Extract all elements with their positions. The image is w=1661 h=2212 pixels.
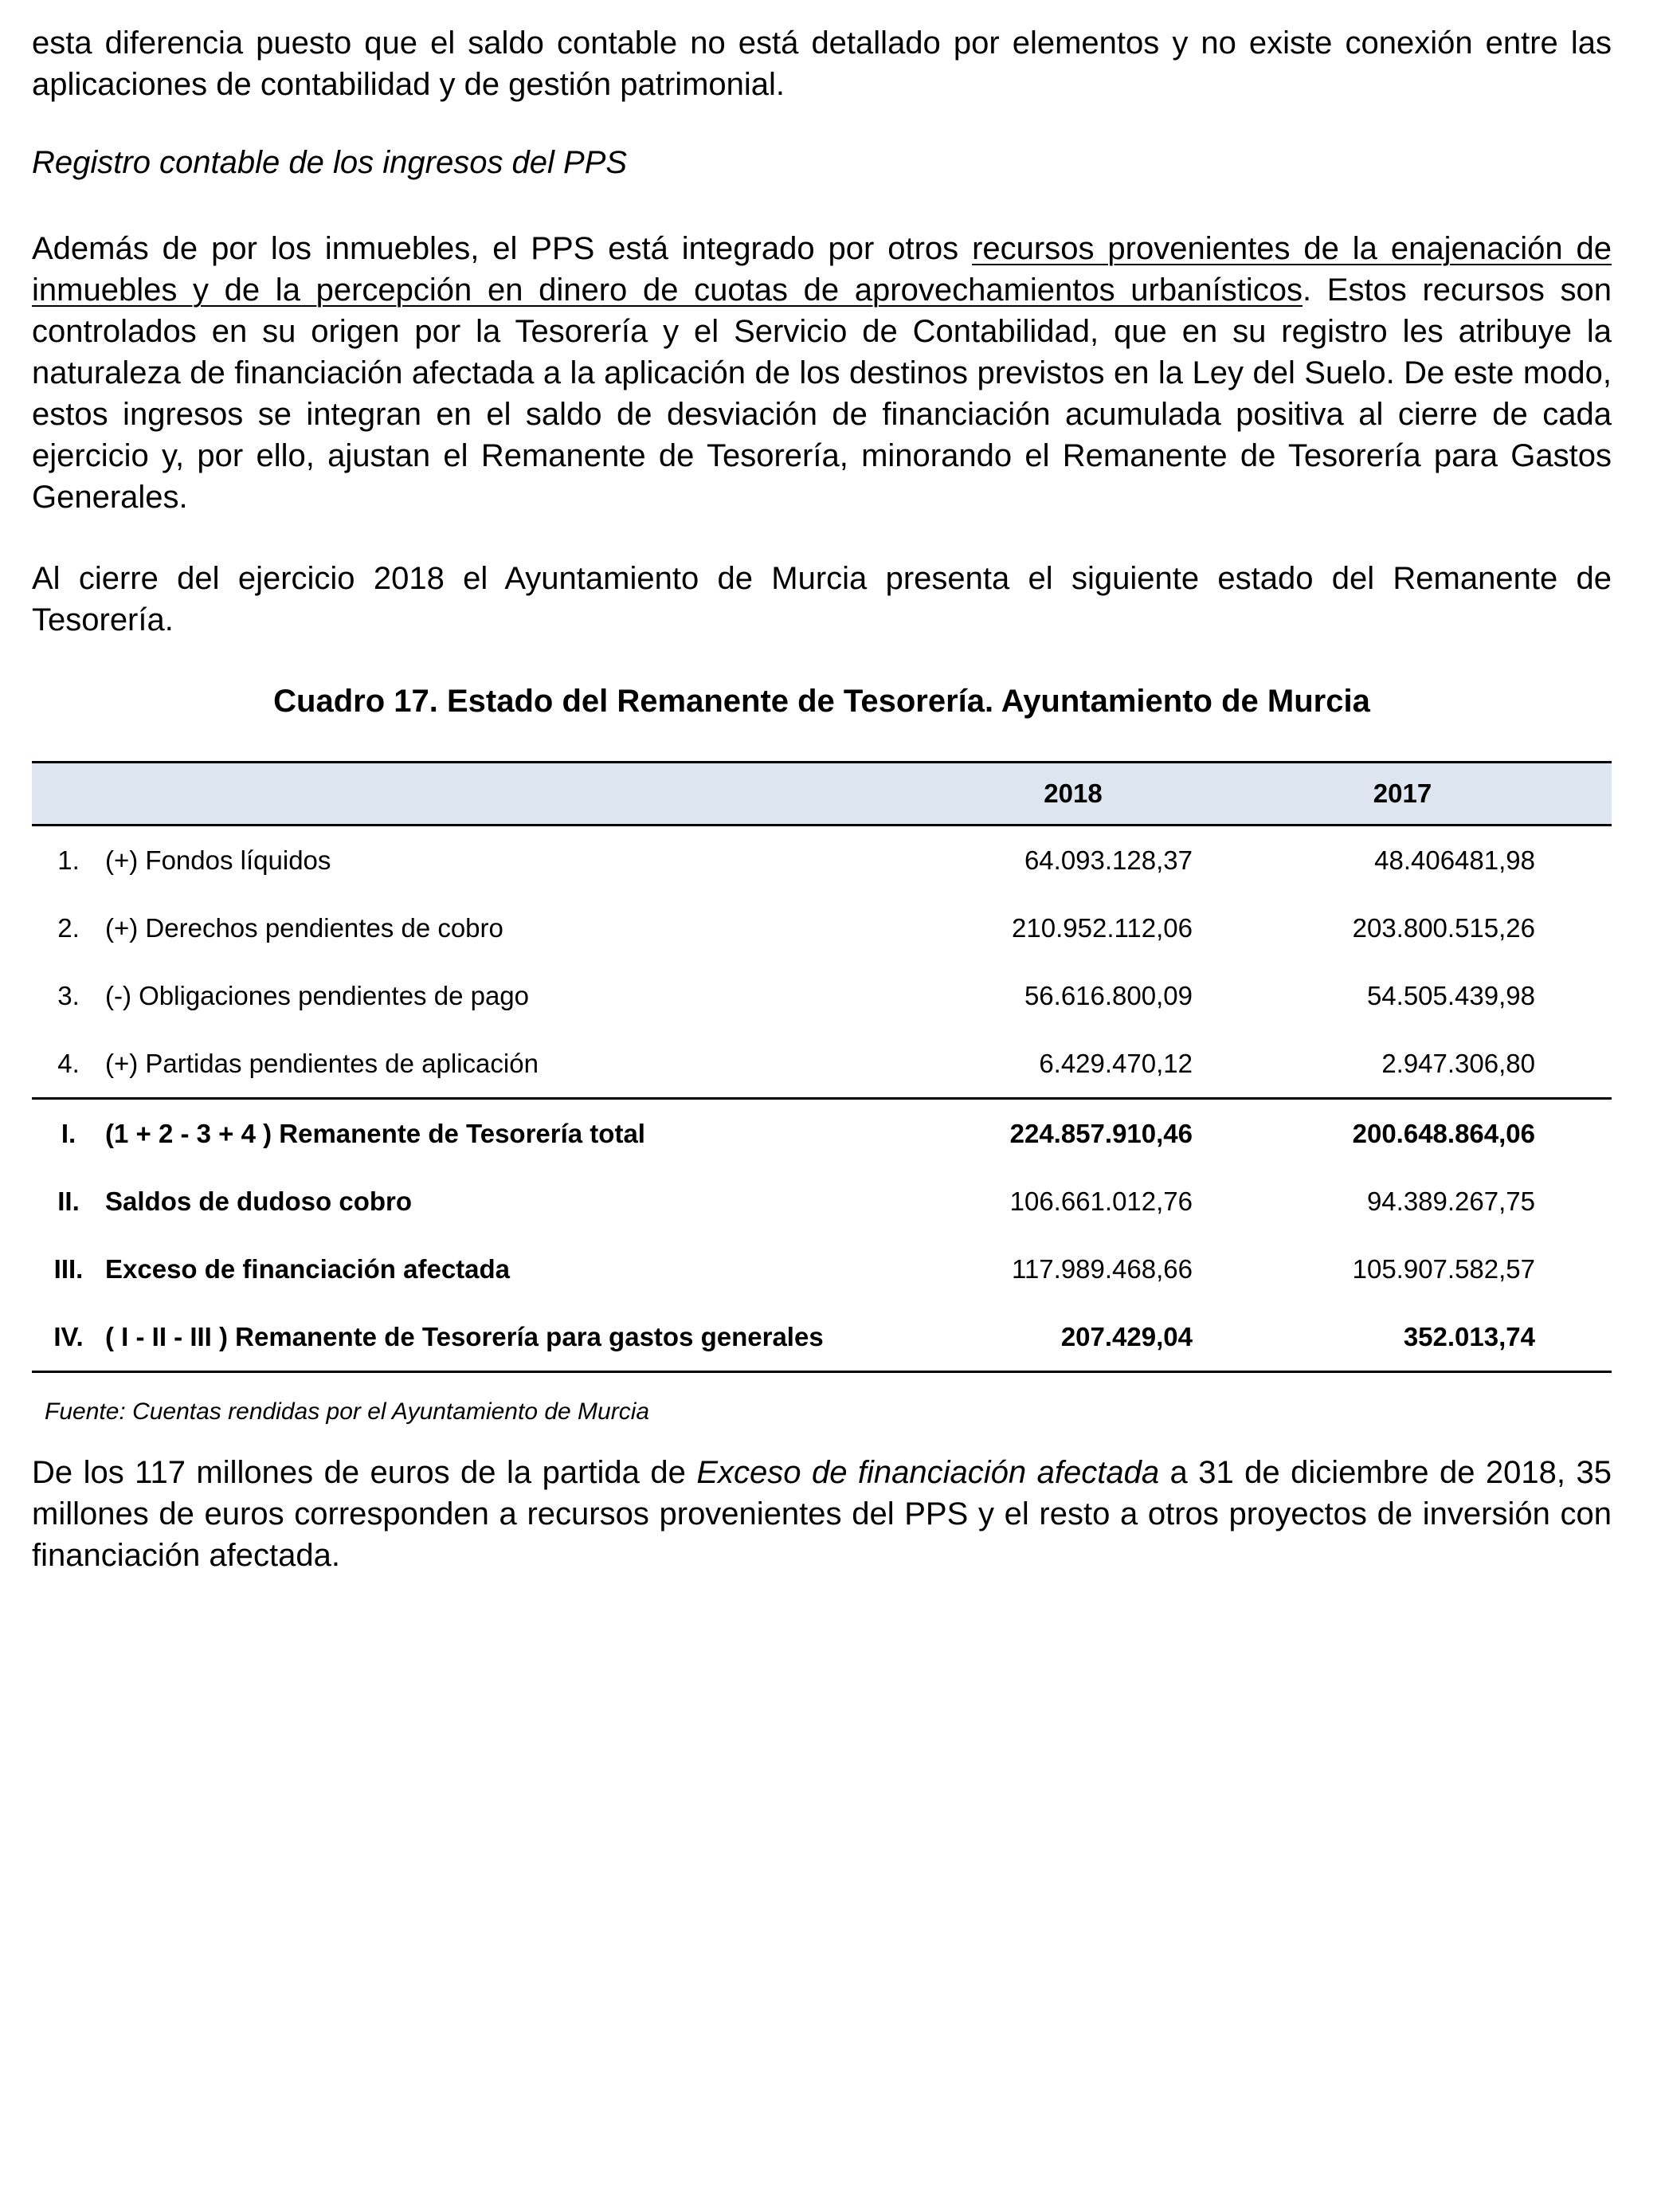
paragraph-2-pre: Además de por los inmuebles, el PPS está integrado por otros — [32, 231, 973, 266]
header-2018: 2018 — [953, 763, 1193, 826]
row-number: I. — [32, 1099, 105, 1168]
table-header-row — [32, 763, 1612, 826]
header-empty-num — [32, 763, 105, 826]
paragraph-1: esta diferencia puesto que el saldo contable no está detallado por elementos y no existe conexión entre las aplicaciones de contabilidad y de gestión patrimonial. — [32, 25, 1612, 102]
paragraph-2 — [32, 228, 1612, 518]
row-value-2017: 94.389.267,75 — [1366, 1186, 1535, 1216]
row-label: Saldos de dudoso cobro — [105, 1186, 413, 1216]
table-row — [32, 1030, 1612, 1099]
row-value-2017: 48.406481,98 — [1374, 845, 1535, 875]
subheading: Registro contable de los ingresos del PPS — [32, 145, 628, 180]
row-number: II. — [57, 1186, 80, 1216]
row-label: (+) Derechos pendientes de cobro — [105, 912, 503, 943]
row-value-2018: 207.429,04 — [953, 1303, 1193, 1372]
table-row-total — [32, 1099, 1612, 1168]
row-number: 3. — [57, 980, 80, 1010]
table-row — [32, 962, 1612, 1030]
row-number: III. — [53, 1253, 84, 1284]
row-label: Exceso de financiación afectada — [105, 1253, 511, 1284]
row-number: IV. — [32, 1303, 105, 1372]
row-number: 1. — [57, 845, 80, 875]
row-value-2017: 54.505.439,98 — [1366, 980, 1535, 1010]
table-row — [32, 1167, 1612, 1235]
table-row-final — [32, 1303, 1612, 1372]
row-label: (+) Partidas pendientes de aplicación — [105, 1048, 539, 1078]
table-row — [32, 826, 1612, 895]
row-label: (+) Fondos líquidos — [105, 845, 331, 875]
row-label: (1 + 2 - 3 + 4 ) Remanente de Tesorería total — [105, 1099, 953, 1168]
paragraph-4 — [32, 1452, 1612, 1576]
header-2017: 2017 — [1193, 763, 1612, 826]
row-value-2018: 6.429.470,12 — [1039, 1048, 1193, 1078]
row-value-2017: 352.013,74 — [1193, 1303, 1612, 1372]
row-value-2017: 203.800.515,26 — [1352, 912, 1535, 943]
row-value-2018: 224.857.910,46 — [953, 1099, 1193, 1168]
header-empty-label — [105, 763, 953, 826]
row-value-2018: 64.093.128,37 — [1024, 845, 1193, 875]
table-caption: Cuadro 17. Estado del Remanente de Tesorería. Ayuntamiento de Murcia — [273, 684, 1370, 719]
row-value-2017: 2.947.306,80 — [1381, 1048, 1535, 1078]
row-value-2018: 106.661.012,76 — [1009, 1186, 1193, 1216]
table-row — [32, 894, 1612, 962]
paragraph-4-post: a 31 de diciembre de 2018, 35 millones de euros corresponden a recursos provenientes del PPS y el resto a otros proyectos de inversión con financiación afectada. — [32, 1455, 1612, 1573]
paragraph-2-post: . Estos recursos son controlados en su origen por la Tesorería y el Servicio de Contabilidad, que en su registro les atribuye la naturaleza de financiación afectada a la aplicación de los destinos previstos en la Ley del Suelo. De este modo, estos ingresos se integran en el saldo de desviación de financiación acumulada positiva al cierre de cada ejercicio y, por ello, ajustan el Remanente de Tesorería, minorando el Remanente de Tesorería para Gastos Generales. — [32, 273, 1612, 515]
table-source: Fuente: Cuentas rendidas por el Ayuntamiento de Murcia — [45, 1398, 650, 1425]
paragraph-4-italic: Exceso de financiación afectada — [696, 1455, 1160, 1490]
row-label: ( I - II - III ) Remanente de Tesorería para gastos generales — [105, 1303, 953, 1372]
row-number: 2. — [57, 912, 80, 943]
row-value-2018: 117.989.468,66 — [1012, 1253, 1193, 1284]
row-value-2017: 200.648.864,06 — [1193, 1099, 1612, 1168]
paragraph-4-pre: De los 117 millones de euros de la partida de — [32, 1455, 697, 1490]
paragraph-2-underlined: recursos provenientes de la enajenación de inmuebles y de la percepción en dinero de cuotas de aprovechamientos urbanísticos — [32, 231, 1612, 308]
row-value-2018: 210.952.112,06 — [1012, 912, 1193, 943]
row-label: (-) Obligaciones pendientes de pago — [105, 980, 530, 1010]
table-row — [32, 1235, 1612, 1303]
remanente-table — [32, 761, 1612, 1373]
paragraph-3: Al cierre del ejercicio 2018 el Ayuntamiento de Murcia presenta el siguiente estado del Remanente de Tesorería. — [32, 561, 1612, 637]
row-number: 4. — [57, 1048, 80, 1078]
row-value-2017: 105.907.582,57 — [1352, 1253, 1535, 1284]
row-value-2018: 56.616.800,09 — [1024, 980, 1193, 1010]
